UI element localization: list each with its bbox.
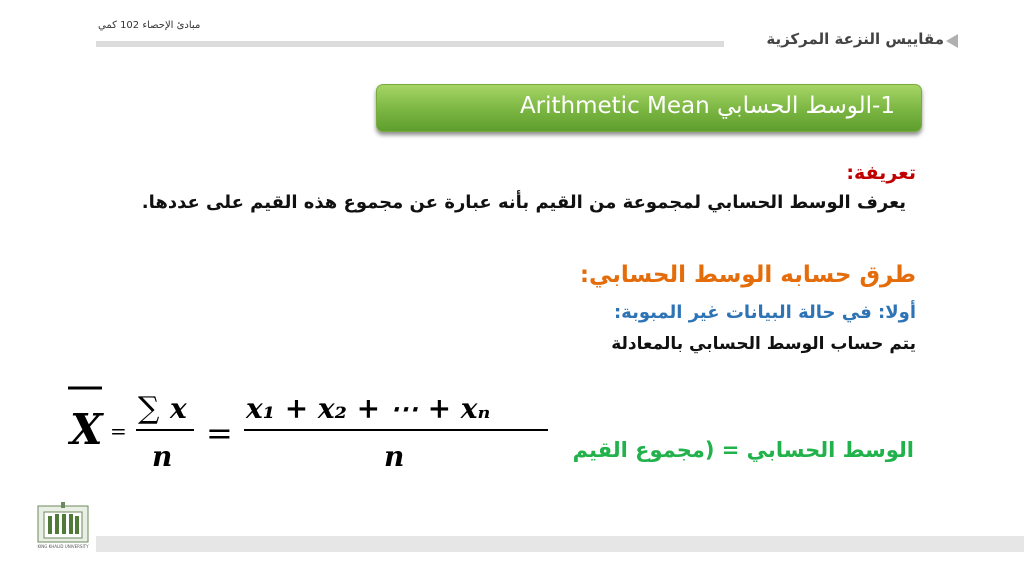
course-label: مبادئ الإحصاء 102 كمي: [98, 20, 201, 31]
section-title: مقاييس النزعة المركزية: [766, 30, 944, 48]
formula-lhs: X: [70, 405, 103, 454]
definition-heading: تعريفة:: [846, 162, 916, 184]
mean-formula: [64, 382, 550, 472]
sum-symbol: ∑: [138, 391, 160, 426]
methods-heading: طرق حسابه الوسط الحسابي:: [579, 262, 916, 288]
numerator: x₁ + x₂ + ⋯ + xₙ: [246, 392, 491, 425]
word-equation: الوسط الحسابي = (مجموع القيم: [572, 438, 914, 462]
denominator-2: n: [384, 440, 405, 472]
university-logo: [34, 500, 92, 550]
left-triangle-icon: [946, 34, 958, 48]
equation-intro: يتم حساب الوسط الحسابي بالمعادلة: [611, 334, 916, 354]
formula-equals-small: =: [110, 419, 127, 443]
first-case-heading: أولا: في حالة البيانات غير المبوبة:: [613, 302, 916, 323]
logo-caption: KING KHALID UNIVERSITY: [37, 544, 89, 549]
footer-bar: [96, 536, 1024, 552]
title-banner: [376, 84, 922, 132]
mean-formula-svg: [64, 382, 550, 472]
sum-variable: x: [170, 392, 187, 425]
header-divider-bar: [96, 41, 724, 47]
definition-body: يعرف الوسط الحسابي لمجموعة من القيم بأنه عبارة عن مجموع هذه القيم على عددها.: [141, 192, 906, 213]
formula-equals: =: [206, 414, 233, 452]
denominator-1: n: [152, 440, 173, 472]
title-text: 1-الوسط الحسابي Arithmetic Mean: [519, 93, 895, 119]
